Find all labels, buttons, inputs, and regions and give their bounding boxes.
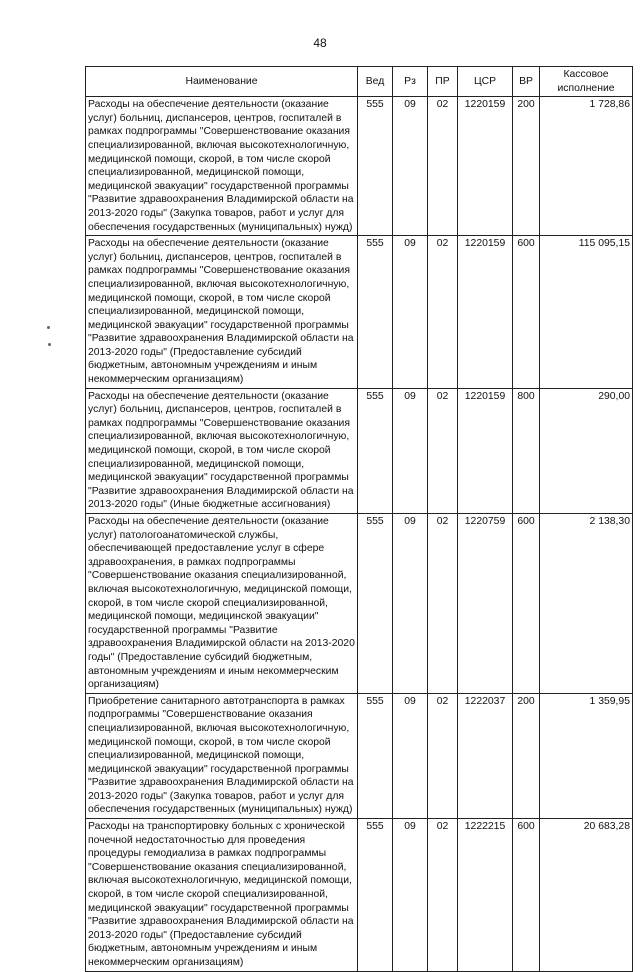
row-ved: 555 [358, 97, 393, 236]
header-csr: ЦСР [458, 67, 513, 97]
row-vr: 800 [513, 388, 540, 513]
header-vr: ВР [513, 67, 540, 97]
row-rz: 09 [393, 819, 428, 972]
row-name: Приобретение санитарного автотранспорта в рамках подпрограммы "Совершенствование оказания специализированной, включая высокотехнологичную, медицинской помощи, скорой, в том числе скорой специализированной, медицинской помощи, медицинской эвакуации" государственной программы "Развитие здравоохранения Владимирской области на 2013-2020 годы" (Закупка товаров, работ и услуг для обеспечения государственных (муниципальных) нужд) [86, 693, 358, 818]
scan-dot [48, 343, 51, 346]
table-row [86, 819, 633, 972]
row-amount: 20 683,28 [540, 819, 633, 972]
budget-execution-table [85, 66, 633, 972]
header-ved: Вед [358, 67, 393, 97]
header-amount: Кассовое исполнение [540, 67, 633, 97]
row-vr: 200 [513, 693, 540, 818]
row-pr: 02 [428, 819, 458, 972]
row-csr: 1220159 [458, 97, 513, 236]
row-csr: 1220759 [458, 514, 513, 694]
row-ved: 555 [358, 236, 393, 389]
header-pr: ПР [428, 67, 458, 97]
row-csr: 1222215 [458, 819, 513, 972]
table-row [86, 514, 633, 694]
table-header-row [86, 67, 633, 97]
header-rz: Рз [393, 67, 428, 97]
table-row [86, 693, 633, 818]
scan-dot [47, 326, 50, 329]
page-number: 48 [313, 36, 327, 50]
row-csr: 1220159 [458, 236, 513, 389]
row-rz: 09 [393, 97, 428, 236]
row-name: Расходы на обеспечение деятельности (оказание услуг) патологоанатомической службы, обеспечивающей предоставление услуг в сфере здравоохранения, в рамках подпрограммы "Совершенствование оказания специализированной, включая высокотехнологичную, медицинской помощи, скорой, в том числе скорой специализированной, медицинской помощи, медицинской эвакуации" государственной программы "Развитие здравоохранения Владимирской области на 2013-2020 годы" (Предоставление субсидий бюджетным, автономным учреждениям и иным некоммерческим организациям) [86, 514, 358, 694]
row-ved: 555 [358, 693, 393, 818]
row-amount: 1 728,86 [540, 97, 633, 236]
row-csr: 1222037 [458, 693, 513, 818]
row-amount: 290,00 [540, 388, 633, 513]
row-rz: 09 [393, 388, 428, 513]
header-name: Наименование [86, 67, 358, 97]
row-amount: 2 138,30 [540, 514, 633, 694]
row-csr: 1220159 [458, 388, 513, 513]
row-vr: 200 [513, 97, 540, 236]
row-vr: 600 [513, 819, 540, 972]
row-pr: 02 [428, 514, 458, 694]
row-pr: 02 [428, 236, 458, 389]
table-row [86, 97, 633, 236]
table-row [86, 388, 633, 513]
row-ved: 555 [358, 388, 393, 513]
row-vr: 600 [513, 514, 540, 694]
row-amount: 1 359,95 [540, 693, 633, 818]
row-name: Расходы на обеспечение деятельности (оказание услуг) больниц, диспансеров, центров, госпиталей в рамках подпрограммы "Совершенствование оказания специализированной, включая высокотехнологичную, медицинской помощи, скорой, в том числе скорой специализированной, медицинской помощи, медицинской эвакуации" государственной программы "Развитие здравоохранения Владимирской области на 2013-2020 годы" (Иные бюджетные ассигнования) [86, 388, 358, 513]
row-rz: 09 [393, 514, 428, 694]
row-pr: 02 [428, 693, 458, 818]
row-amount: 115 095,15 [540, 236, 633, 389]
row-vr: 600 [513, 236, 540, 389]
row-ved: 555 [358, 819, 393, 972]
row-name: Расходы на обеспечение деятельности (оказание услуг) больниц, диспансеров, центров, госпиталей в рамках подпрограммы "Совершенствование оказания специализированной, включая высокотехнологичную, медицинской помощи, скорой, в том числе скорой специализированной, медицинской помощи, медицинской эвакуации" государственной программы "Развитие здравоохранения Владимирской области на 2013-2020 годы" (Закупка товаров, работ и услуг для обеспечения государственных (муниципальных) нужд) [86, 97, 358, 236]
row-name: Расходы на транспортировку больных с хронической почечной недостаточностью для проведения процедуры гемодиализа в рамках подпрограммы "Совершенствование оказания специализированной, включая высокотехнологичную, медицинской помощи, скорой, в том числе скорой специализированной, медицинской эвакуации" государственной программы "Развитие здравоохранения Владимирской области на 2013-2020 годы" (Предоставление субсидий бюджетным, автономным учреждениям и иным некоммерческим организациям) [86, 819, 358, 972]
row-name: Расходы на обеспечение деятельности (оказание услуг) больниц, диспансеров, центров, госпиталей в рамках подпрограммы "Совершенствование оказания специализированной, включая высокотехнологичную, медицинской помощи, скорой, в том числе скорой специализированной, медицинской помощи, медицинской эвакуации" государственной программы "Развитие здравоохранения Владимирской области на 2013-2020 годы" (Предоставление субсидий бюджетным, автономным учреждениям и иным некоммерческим организациям) [86, 236, 358, 389]
row-ved: 555 [358, 514, 393, 694]
row-rz: 09 [393, 236, 428, 389]
table-row [86, 236, 633, 389]
row-pr: 02 [428, 97, 458, 236]
row-rz: 09 [393, 693, 428, 818]
row-pr: 02 [428, 388, 458, 513]
